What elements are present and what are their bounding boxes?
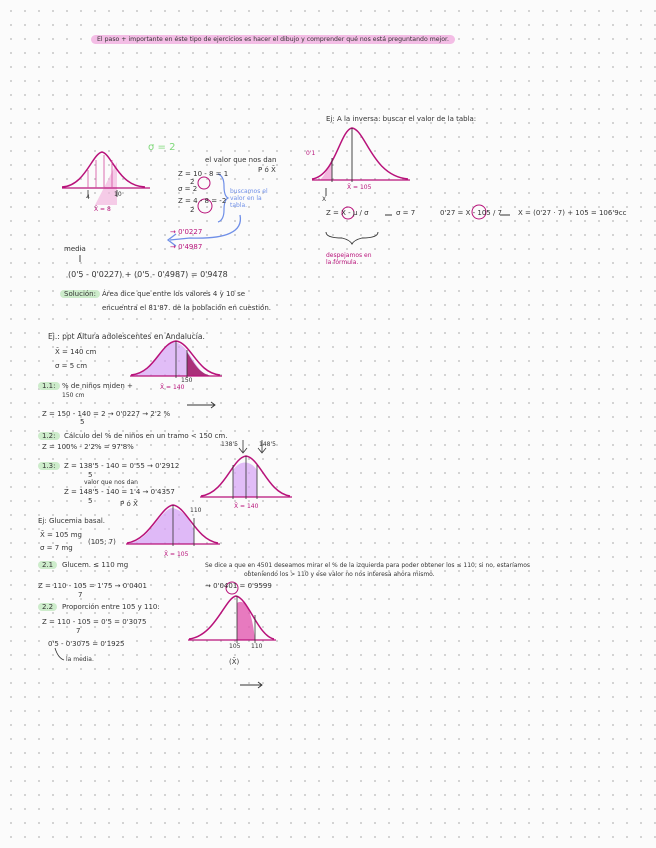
solution-label: Solución: bbox=[60, 290, 100, 298]
eq-mid: 0'27 = X - 105 / 7 bbox=[440, 209, 502, 217]
solution-text-1: Área dice que entre los valores 4 y 10 se bbox=[102, 290, 246, 298]
z-line-3: Z = 150 - 140 = 2 → 0'0227 → 2'2 % bbox=[42, 410, 171, 418]
q13-den-2: 5 bbox=[88, 497, 93, 505]
q13-note: valor que nos dan bbox=[84, 479, 138, 486]
q12-line: Z = 100% - 2'2% = 97'8% bbox=[42, 443, 134, 451]
result-2: → 0'4987 bbox=[170, 243, 203, 251]
section3-title: Ej.: ppt Altura adolescentes en Andalucía. bbox=[48, 332, 205, 341]
value-note: el valor que nos dan bbox=[205, 156, 277, 164]
z-line-4: Z = 110 - 105 = 1'75 → 0'0401 bbox=[38, 582, 147, 590]
pair-label: (105; 7) bbox=[88, 538, 116, 546]
z-den-4: 7 bbox=[78, 591, 83, 599]
z-den-3: 5 bbox=[80, 418, 85, 426]
section4-title: Ej: Glucemia basal. bbox=[38, 517, 106, 525]
tick-110: 110 bbox=[190, 507, 202, 514]
solution-text-2: encuentra el 81'87. de la población en cuestión. bbox=[102, 304, 271, 312]
mu-label-4: X̄ = 105 mg bbox=[40, 531, 82, 539]
media-label: media bbox=[64, 245, 86, 253]
z-tail-4: → 0'0401 = 0'9599 bbox=[205, 582, 272, 590]
normal-curve-5 bbox=[126, 505, 220, 546]
q12-text: Cálculo del % de niños en un tramo < 150 cm. bbox=[64, 432, 228, 440]
sigma-eq: σ = 2 bbox=[178, 185, 198, 193]
q22-note: la media. bbox=[66, 656, 94, 663]
q13-p: P ó X̄ bbox=[120, 500, 138, 508]
q22-text: Proporción entre 105 y 110: bbox=[62, 603, 160, 611]
mean-label: X̄ = 8 bbox=[94, 206, 111, 213]
q13-label: 1.3: bbox=[38, 462, 60, 470]
tick-1485: 148'5 bbox=[259, 441, 276, 448]
q11-text-2: 150 cm bbox=[62, 392, 85, 399]
calc-line: (0'5 - 0'0227) + (0'5 - 0'4987) = 0'9478 bbox=[68, 270, 228, 279]
section2-title: Ej: A la inversa: buscar el valor de la tabla: bbox=[326, 115, 477, 123]
normal-curve-4 bbox=[200, 440, 292, 499]
mean-label-5: X̄ = 105 bbox=[164, 551, 189, 558]
q13-line: Z = 138'5 - 140 = 0'55 → 0'2912 bbox=[64, 462, 180, 470]
tick-1385: 138'5 bbox=[221, 441, 238, 448]
tick-105: 105 bbox=[229, 643, 241, 650]
note-2: obteniendo los > 110 y ese valor no nos interesa ahora mismo. bbox=[244, 571, 435, 578]
q11-text: % de niños miden + bbox=[62, 382, 133, 390]
sd-label-4: σ = 7 mg bbox=[40, 544, 73, 552]
x-label: X bbox=[322, 196, 327, 203]
section2-note: despejamos en la fórmula. bbox=[326, 252, 372, 266]
header-banner: El paso + importante en éste tipo de ejercicios es hacer el dibujo y comprender qué nos está preguntando mejor. bbox=[91, 35, 455, 44]
q13-line-2: Z = 148'5 - 140 = 1'4 → 0'4357 bbox=[64, 488, 175, 496]
tick-110-b: 110 bbox=[251, 643, 263, 650]
tick-mid: 10 bbox=[114, 191, 122, 198]
mean-label-4: X̄ = 140 bbox=[234, 503, 259, 510]
q21-label: 2.1 bbox=[38, 561, 57, 569]
z2-line: Z = 4 - 8 = -2 bbox=[178, 197, 227, 205]
mu-label: X̄ = 140 cm bbox=[55, 348, 97, 356]
q22-label: 2.2 bbox=[38, 603, 57, 611]
q22-den: 7 bbox=[76, 627, 81, 635]
q22-line-2: 0'5 - 0'3075 = 0'1925 bbox=[48, 640, 125, 648]
mean-paren: (X̄) bbox=[229, 658, 240, 666]
normal-curve-3 bbox=[130, 341, 222, 378]
z1-den: 2 bbox=[190, 178, 195, 186]
eq-sigma: σ = 7 bbox=[396, 209, 416, 217]
q13-den: 5 bbox=[88, 471, 93, 479]
result-1: → 0'0227 bbox=[170, 228, 203, 236]
sigma-note: σ = 2 bbox=[148, 142, 176, 153]
normal-curve-6 bbox=[188, 596, 276, 643]
pct-label: 0'1 bbox=[306, 150, 316, 157]
z2-den: 2 bbox=[190, 206, 195, 214]
q12-label: 1.2: bbox=[38, 432, 60, 440]
q22-line: Z = 110 - 105 = 0'5 = 0'3075 bbox=[42, 618, 147, 626]
q11-label: 1.1: bbox=[38, 382, 60, 390]
p-symbol: P ó X̄ bbox=[258, 166, 276, 174]
q21-text: Glucem. ≤ 110 mg bbox=[62, 561, 129, 569]
normal-curve-1 bbox=[62, 152, 150, 205]
z1-line: Z = 10 - 8 = 1 bbox=[178, 170, 229, 178]
sd-label: σ = 5 cm bbox=[55, 362, 88, 370]
note-1: Se dice a que en 4501 deseamos mirar el % de la izquierda para poder obtener los ≤ 110; si no, estaríamos bbox=[205, 562, 531, 569]
tick-150: 150 bbox=[181, 377, 193, 384]
eq-z: Z = X - μ / σ bbox=[326, 209, 369, 217]
table-note: buscamos el valor en la tabla. bbox=[230, 188, 268, 209]
mean-label-3: X̄ = 140 bbox=[160, 384, 185, 391]
eq-final: X = (0'27 · 7) + 105 = 106'9cc bbox=[518, 209, 627, 217]
mean-label-2: X̄ = 105 bbox=[347, 184, 372, 191]
tick-left: 4 bbox=[86, 194, 90, 201]
